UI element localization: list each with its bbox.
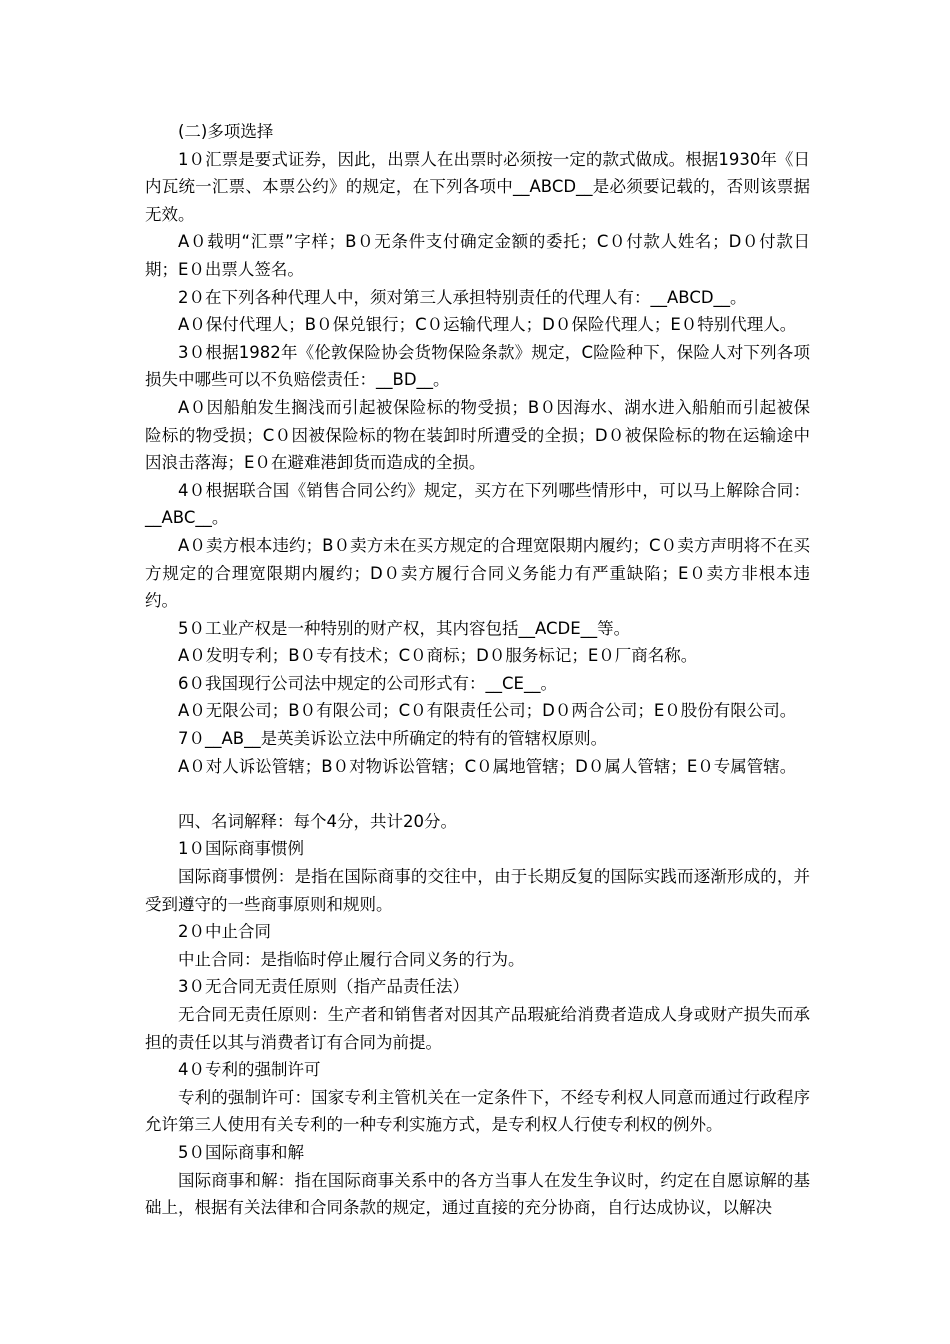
section-heading-multiple-choice: (二)多项选择 <box>178 122 274 141</box>
term-2-definition: 中止合同：是指临时停止履行合同义务的行为。 <box>178 949 525 969</box>
document-body <box>145 118 810 1222</box>
question-3-options: A０因船舶发生搁浅而引起被保险标的物受损；B０因海水、湖水进入船舶而引起被保险标的物受损；C０因被保险标的物在装卸时所遭受的全损；D０被保险标的物在运输途中因浪击落海；E０在避难港卸货而造成的全损。 <box>145 397 810 473</box>
term-5-definition: 国际商事和解：指在国际商事关系中的各方当事人在发生争议时，约定在自愿谅解的基础上，根据有关法律和合同条款的规定，通过直接的充分协商，自行达成协议，以解决 <box>145 1170 810 1218</box>
question-2-options: A０保付代理人；B０保兑银行；C０运输代理人；D０保险代理人；E０特别代理人。 <box>178 315 797 335</box>
question-5: 5０工业产权是一种特别的财产权，其内容包括__ACDE__等。 <box>178 618 631 638</box>
question-2: 2０在下列各种代理人中，须对第三人承担特别责任的代理人有：__ABCD__。 <box>178 287 747 307</box>
question-4: 4０根据联合国《销售合同公约》规定，买方在下列哪些情形中，可以马上解除合同：__ABC__。 <box>145 480 810 528</box>
question-6: 6０我国现行公司法中规定的公司形式有：__CE__。 <box>178 673 557 693</box>
question-3: 3０根据1982年《伦敦保险协会货物保险条款》规定，C险险种下，保险人对下列各项损失中哪些可以不负赔偿责任：__BD__。 <box>145 342 810 390</box>
term-2-title: 2０中止合同 <box>178 922 271 942</box>
term-1-title: 1０国际商事惯例 <box>178 839 304 859</box>
question-7: 7０__AB__是英美诉讼立法中所确定的特有的管辖权原则。 <box>178 729 608 749</box>
term-3-title: 3０无合同无责任原则（指产品责任法） <box>178 977 469 997</box>
question-7-options: A０对人诉讼管辖；B０对物诉讼管辖；C０属地管辖；D０属人管辖；E０专属管辖。 <box>178 756 797 776</box>
section-spacer <box>145 780 810 808</box>
term-4-title: 4０专利的强制许可 <box>178 1060 321 1080</box>
question-1: 1０汇票是要式证券，因此，出票人在出票时必须按一定的款式做成。根据1930年《日内瓦统一汇票、本票公约》的规定，在下列各项中__ABCD__是必须要记载的，否则该票据无效。 <box>145 149 810 224</box>
term-5-title: 5０国际商事和解 <box>178 1142 304 1162</box>
question-5-options: A０发明专利；B０专有技术；C０商标；D０服务标记；E０厂商名称。 <box>178 646 698 666</box>
question-6-options: A０无限公司；B０有限公司；C０有限责任公司；D０两合公司；E０股份有限公司。 <box>178 701 797 721</box>
term-4-definition: 专利的强制许可：国家专利主管机关在一定条件下，不经专利权人同意而通过行政程序允许第三人使用有关专利的一种专利实施方式，是专利权人行使专利权的例外。 <box>145 1087 810 1135</box>
question-4-options: A０卖方根本违约；B０卖方未在买方规定的合理宽限期内履约；C０卖方声明将不在买方规定的合理宽限期内履约；D０卖方履行合同义务能力有严重缺陷；E０卖方非根本违约。 <box>145 535 810 611</box>
term-1-definition: 国际商事惯例：是指在国际商事的交往中，由于长期反复的国际实践而逐渐形成的，并受到遵守的一些商事原则和规则。 <box>145 867 810 914</box>
section-heading-terms: 四、名词解释：每个4分，共计20分。 <box>178 811 457 831</box>
term-3-definition: 无合同无责任原则：生产者和销售者对因其产品瑕疵给消费者造成人身或财产损失而承担的责任以其与消费者订有合同为前提。 <box>145 1005 810 1052</box>
question-1-options: A０载明“汇票”字样；B０无条件支付确定金额的委托；C０付款人姓名；D０付款日期；E０出票人签名。 <box>145 232 810 279</box>
